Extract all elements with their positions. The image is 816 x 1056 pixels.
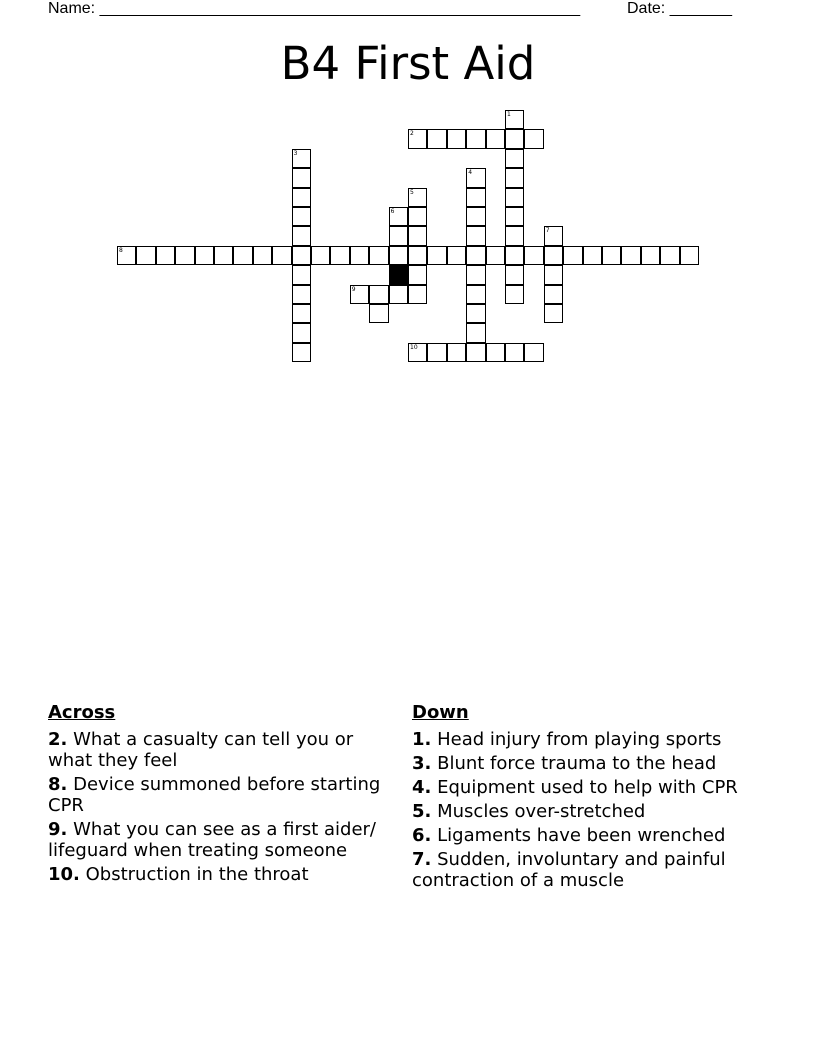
crossword-cell[interactable] — [660, 246, 679, 265]
crossword-cell[interactable] — [544, 304, 563, 323]
clue-number-label: 10 — [410, 343, 418, 351]
crossword-cell[interactable] — [117, 246, 136, 265]
crossword-cell[interactable] — [292, 343, 311, 362]
crossword-cell[interactable] — [466, 265, 485, 284]
crossword-cell[interactable] — [311, 246, 330, 265]
crossword-cell[interactable] — [292, 207, 311, 226]
crossword-cell[interactable] — [563, 246, 582, 265]
crossword-cell[interactable] — [292, 304, 311, 323]
clue-number-label: 4 — [468, 169, 473, 177]
crossword-cell[interactable] — [427, 246, 446, 265]
crossword-cell[interactable] — [389, 226, 408, 245]
crossword-cell[interactable] — [583, 246, 602, 265]
down-clue — [412, 849, 762, 891]
crossword-cell[interactable] — [544, 246, 563, 265]
clue-text: Ligaments have been wrenched — [437, 825, 726, 846]
crossword-cell[interactable] — [505, 246, 524, 265]
crossword-cell[interactable] — [292, 323, 311, 342]
down-clue — [412, 825, 762, 846]
clue-number: 9. — [48, 819, 68, 840]
down-clue — [412, 801, 762, 822]
crossword-black-cell — [389, 265, 408, 284]
down-clue — [412, 777, 762, 798]
crossword-cell[interactable] — [524, 129, 543, 148]
crossword-cell[interactable] — [408, 207, 427, 226]
crossword-cell[interactable] — [292, 168, 311, 187]
crossword-cell[interactable] — [544, 285, 563, 304]
crossword-cell[interactable] — [369, 285, 388, 304]
crossword-cell[interactable] — [486, 343, 505, 362]
crossword-cell[interactable] — [466, 246, 485, 265]
clue-text: Obstruction in the throat — [85, 864, 309, 885]
crossword-cell[interactable] — [272, 246, 291, 265]
page-title: B4 First Aid — [280, 37, 536, 90]
crossword-cell[interactable] — [369, 304, 388, 323]
crossword-cell[interactable] — [389, 285, 408, 304]
clue-number: 2. — [48, 729, 68, 750]
across-clue — [48, 729, 388, 771]
across-heading: Across — [48, 702, 116, 723]
crossword-cell[interactable] — [466, 207, 485, 226]
crossword-cell[interactable] — [466, 129, 485, 148]
crossword-cell[interactable] — [544, 226, 563, 245]
crossword-cell[interactable] — [136, 246, 155, 265]
down-clue — [412, 729, 762, 750]
clue-number: 10. — [48, 864, 80, 885]
crossword-cell[interactable] — [447, 343, 466, 362]
down-heading: Down — [412, 702, 469, 723]
crossword-cell[interactable] — [350, 285, 369, 304]
crossword-cell[interactable] — [408, 343, 427, 362]
clue-number-label: 7 — [545, 227, 550, 235]
crossword-cell[interactable] — [389, 207, 408, 226]
crossword-cell[interactable] — [175, 246, 194, 265]
crossword-cell[interactable] — [253, 246, 272, 265]
clue-number: 3. — [412, 753, 432, 774]
crossword-cell[interactable] — [505, 168, 524, 187]
crossword-cell[interactable] — [408, 226, 427, 245]
crossword-cell[interactable] — [505, 188, 524, 207]
crossword-cell[interactable] — [486, 246, 505, 265]
crossword-cell[interactable] — [408, 285, 427, 304]
crossword-cell[interactable] — [292, 285, 311, 304]
crossword-cell[interactable] — [292, 188, 311, 207]
clue-text: Head injury from playing sports — [437, 729, 722, 750]
clue-number-label: 9 — [351, 285, 356, 293]
crossword-cell[interactable] — [505, 285, 524, 304]
crossword-cell[interactable] — [524, 343, 543, 362]
clue-text: What you can see as a first aider/ lifeguard when treating someone — [48, 819, 376, 861]
clue-text: What a casualty can tell you or what they feel — [48, 729, 354, 771]
crossword-cell[interactable] — [505, 149, 524, 168]
crossword-cell[interactable] — [524, 246, 543, 265]
crossword-cell[interactable] — [466, 304, 485, 323]
clue-number-label: 5 — [410, 188, 414, 196]
crossword-cell[interactable] — [214, 246, 233, 265]
clue-number: 8. — [48, 774, 68, 795]
across-clue — [48, 819, 388, 861]
crossword-cell[interactable] — [505, 226, 524, 245]
crossword-cell[interactable] — [389, 246, 408, 265]
crossword-cell[interactable] — [466, 343, 485, 362]
date-field[interactable]: Date: _______ — [627, 0, 732, 17]
clue-number-label: 2 — [410, 130, 414, 138]
crossword-cell[interactable] — [233, 246, 252, 265]
clue-number: 6. — [412, 825, 432, 846]
crossword-cell[interactable] — [466, 285, 485, 304]
crossword-cell[interactable] — [156, 246, 175, 265]
crossword-cell[interactable] — [505, 110, 524, 129]
crossword-cell[interactable] — [505, 265, 524, 284]
crossword-cell[interactable] — [427, 129, 446, 148]
across-clues — [48, 702, 388, 888]
across-clue — [48, 774, 388, 816]
clue-number-label: 1 — [507, 111, 511, 118]
crossword-cell[interactable] — [486, 129, 505, 148]
crossword-cell[interactable] — [544, 265, 563, 284]
crossword-cell[interactable] — [505, 343, 524, 362]
clue-text: Sudden, involuntary and painful contraction of a muscle — [412, 849, 726, 891]
crossword-cell[interactable] — [641, 246, 660, 265]
crossword-cell[interactable] — [350, 246, 369, 265]
clue-text: Device summoned before starting CPR — [48, 774, 381, 816]
clue-number-label: 3 — [293, 149, 298, 157]
crossword-cell[interactable] — [427, 343, 446, 362]
crossword-cell[interactable] — [408, 129, 427, 148]
crossword-cell[interactable] — [447, 246, 466, 265]
down-clue — [412, 753, 762, 774]
crossword-cell[interactable] — [466, 323, 485, 342]
down-clues — [412, 702, 762, 894]
crossword-cell[interactable] — [602, 246, 621, 265]
clue-text: Muscles over-stretched — [437, 801, 646, 822]
clue-number-label: 8 — [119, 246, 123, 254]
crossword-cell[interactable] — [466, 226, 485, 245]
crossword-cell[interactable] — [621, 246, 640, 265]
clue-number: 4. — [412, 777, 432, 798]
crossword-cell[interactable] — [292, 226, 311, 245]
crossword-cell[interactable] — [408, 246, 427, 265]
crossword-cell[interactable] — [195, 246, 214, 265]
clue-number: 5. — [412, 801, 432, 822]
crossword-cell[interactable] — [408, 265, 427, 284]
crossword-cell[interactable] — [447, 129, 466, 148]
crossword-cell[interactable] — [369, 246, 388, 265]
name-field[interactable]: Name: ______________________________________________________ — [48, 0, 581, 17]
crossword-cell[interactable] — [292, 246, 311, 265]
crossword-cell[interactable] — [292, 265, 311, 284]
across-clue — [48, 864, 388, 885]
crossword-grid — [0, 0, 816, 400]
crossword-cell[interactable] — [505, 129, 524, 148]
clue-number-label: 6 — [390, 208, 395, 215]
crossword-cell[interactable] — [330, 246, 349, 265]
crossword-cell[interactable] — [466, 188, 485, 207]
crossword-cell[interactable] — [408, 188, 427, 207]
crossword-cell[interactable] — [466, 168, 485, 187]
crossword-cell[interactable] — [505, 207, 524, 226]
clue-number: 7. — [412, 849, 432, 870]
clue-number: 1. — [412, 729, 432, 750]
crossword-cell[interactable] — [292, 149, 311, 168]
clue-text: Blunt force trauma to the head — [437, 753, 717, 774]
crossword-cell[interactable] — [680, 246, 699, 265]
clue-text: Equipment used to help with CPR — [437, 777, 738, 798]
